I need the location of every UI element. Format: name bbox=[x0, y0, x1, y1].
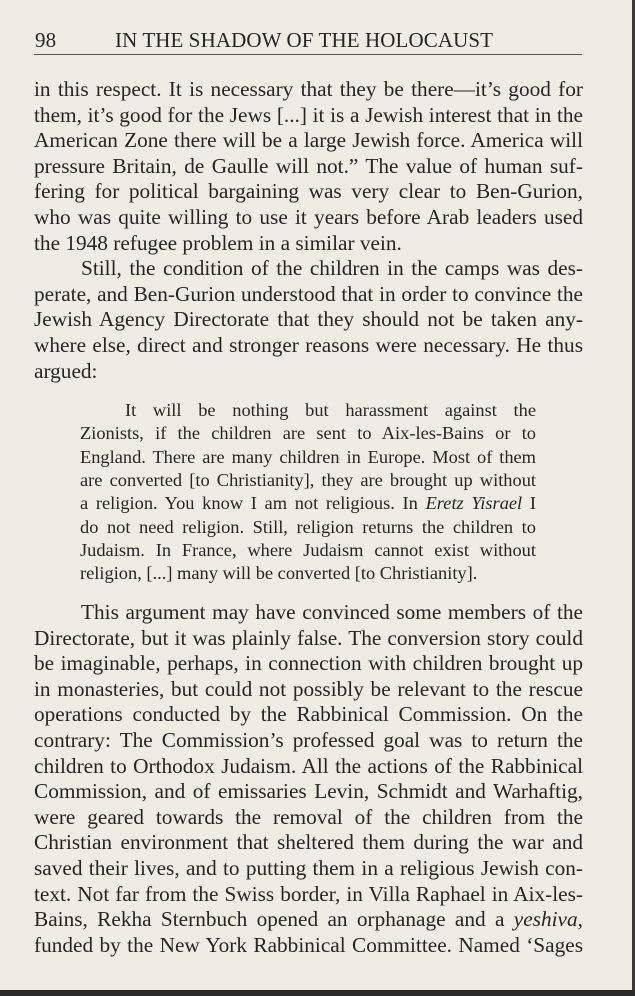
text-line: in this respect. It is necessary that they be there—it’s good for bbox=[34, 77, 583, 101]
text-line: children to Orthodox Judaism. All the actions of the Rabbinical bbox=[34, 753, 583, 778]
quote-line: do not need religion. Still, religion returns the children to bbox=[80, 516, 536, 537]
page-header bbox=[34, 26, 582, 55]
text-line: contrary: The Commission’s professed goal was to return the bbox=[34, 728, 583, 752]
text-line: text. Not far from the Swiss border, in Villa Raphael in Aix-les- bbox=[34, 881, 583, 906]
quote-line: England. There are many children in Europe. Most of them bbox=[80, 446, 536, 467]
text-line: American Zone there will be a large Jewish force. America will bbox=[34, 128, 583, 153]
text-line: Commission, and of emissaries Levin, Schmidt and Warhaftig, bbox=[34, 779, 583, 804]
quote-line: It will be nothing but harassment against the bbox=[125, 400, 536, 420]
italic-term: Eretz Yisrael bbox=[425, 493, 523, 514]
quote-line bbox=[80, 492, 536, 515]
text-line: argued: bbox=[34, 358, 98, 383]
text-line: fering for political bargaining was very clear to Ben-Gurion, bbox=[34, 179, 583, 204]
quote-line: Zionists, if the children are sent to Aix-les-Bains or to bbox=[80, 423, 536, 444]
text-line: Christian environment that sheltered them during the war and bbox=[34, 830, 583, 855]
text-line: funded by the New York Rabbinical Committee. Named ‘Sages bbox=[34, 932, 583, 957]
text-line: the 1948 refugee problem in a similar vein. bbox=[34, 230, 402, 255]
quote-text: a religion. You know I am not religious. In bbox=[80, 493, 426, 514]
quote-text: I bbox=[522, 493, 536, 514]
text-line: This argument may have convinced some members of the bbox=[81, 600, 583, 624]
page-number: 98 bbox=[35, 28, 57, 52]
body-text: Bains, Rekha Sternbuch opened an orphanage and a bbox=[34, 907, 514, 932]
text-line: Still, the condition of the children in the camps was des- bbox=[81, 256, 583, 281]
text-line: where else, direct and stronger reasons were necessary. He thus bbox=[34, 333, 583, 357]
text-line: Directorate, but it was plainly false. The conversion story could bbox=[34, 625, 583, 650]
italic-term: yeshiva bbox=[513, 907, 578, 932]
quote-line: are converted [to Christianity], they are brought up without bbox=[80, 469, 536, 490]
text-line: who was quite willing to use it years before Arab leaders used bbox=[34, 205, 583, 229]
text-line: be imaginable, perhaps, in connection with children brought up bbox=[34, 651, 583, 676]
text-line: saved their lives, and to putting them in a religious Jewish con- bbox=[34, 856, 583, 880]
body-text: , bbox=[577, 907, 583, 932]
text-line: operations conducted by the Rabbinical Commission. On the bbox=[34, 702, 583, 727]
text-line bbox=[34, 907, 583, 933]
text-line: were geared towards the removal of the children from the bbox=[34, 804, 583, 829]
text-line: perate, and Ben-Gurion understood that in order to convince the bbox=[34, 281, 583, 306]
text-line: in monasteries, but could not possibly be relevant to the rescue bbox=[34, 676, 583, 701]
running-head: IN THE SHADOW OF THE HOLOCAUST bbox=[115, 28, 494, 52]
quote-line: Judaism. In France, where Judaism cannot exist without bbox=[80, 539, 536, 560]
text-line: Jewish Agency Directorate that they should not be taken any- bbox=[34, 307, 583, 332]
text-line: them, it’s good for the Jews [...] it is a Jewish interest that in the bbox=[34, 102, 583, 127]
text-line: pressure Britain, de Gaulle will not.” The value of human suf- bbox=[34, 153, 583, 178]
page-edge-shadow bbox=[0, 990, 635, 996]
quote-line: religion, [...] many will be converted [to Christianity]. bbox=[80, 563, 478, 584]
